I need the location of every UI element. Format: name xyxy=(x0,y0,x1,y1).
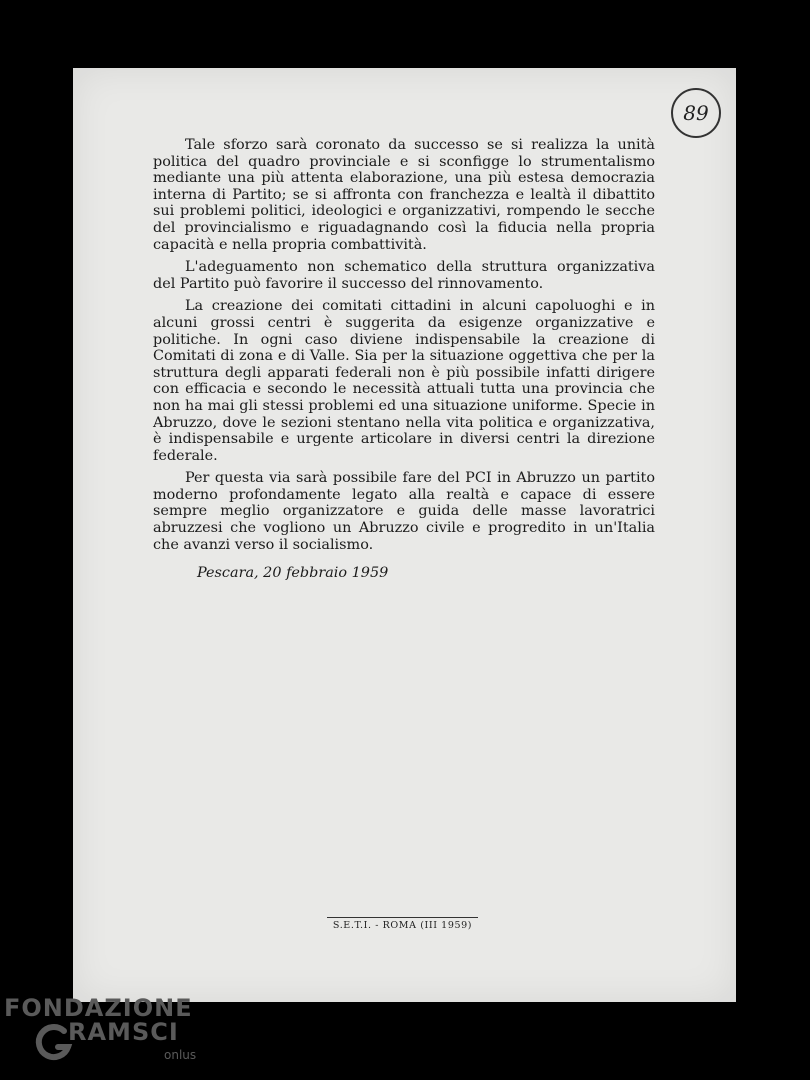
watermark-logo xyxy=(4,994,204,1074)
paragraph: Tale sforzo sarà coronato da successo se si realizza la unità politica del quadro provinciale e si sconfigge lo strumentalismo mediante una più attenta elaborazione, una più estesa democrazia interna di Partito; se si affronta con franchezza e lealtà il dibattito sui problemi politici, ideologici e organizzativi, rompendo le secche del provincialismo e riguadagnando così la fiducia nella propria capacità e nella propria combattività. xyxy=(153,137,655,253)
page-number: 89 xyxy=(671,88,721,138)
signature-place-date: Pescara, 20 febbraio 1959 xyxy=(197,565,389,581)
body-text xyxy=(153,137,655,559)
watermark-line2: RAMSCI xyxy=(68,1018,179,1046)
watermark-line1: FONDAZIONE xyxy=(4,994,193,1022)
paragraph: L'adeguamento non schematico della struttura organizzativa del Partito può favorire il successo del rinnovamento. xyxy=(153,259,655,292)
paragraph: La creazione dei comitati cittadini in alcuni capoluoghi e in alcuni grossi centri è suggerita da esigenze organizzative e politiche. In ogni caso diviene indispensabile la creazione di Comitati di zona e di Valle. Sia per la situazione oggettiva che per la struttura degli apparati federali non è più possibile infatti dirigere con efficacia e secondo le necessità attuali tutta una provincia che non ha mai gli stessi problemi ed una situazione uniforme. Specie in Abruzzo, dove le sezioni stentano nella vita politica e organizzativa, è indispensabile e urgente articolare in diversi centri la direzione federale. xyxy=(153,298,655,464)
printer-imprint: S.E.T.I. - ROMA (III 1959) xyxy=(327,917,478,931)
watermark-sub: onlus xyxy=(164,1048,197,1062)
paragraph: Per questa via sarà possibile fare del PCI in Abruzzo un partito moderno profondamente legato alla realtà e capace di essere sempre meglio organizzatore e guida delle masse lavoratrici abruzzesi che vogliono un Abruzzo civile e progredito in un'Italia che avanzi verso il socialismo. xyxy=(153,470,655,553)
